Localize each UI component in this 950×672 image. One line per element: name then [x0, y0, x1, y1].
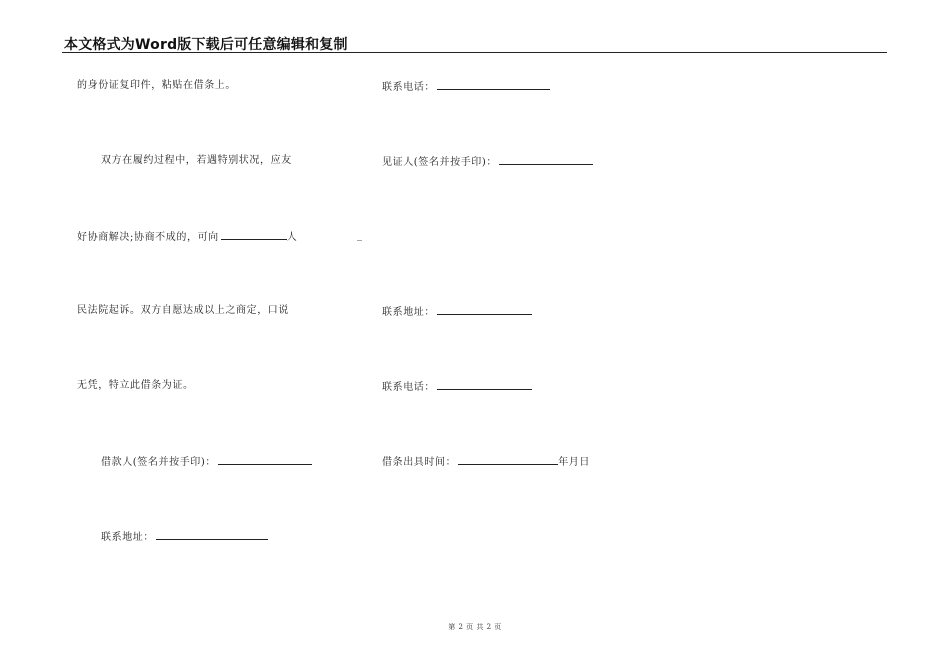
issue-date-blank[interactable] — [458, 454, 558, 465]
borrower-signature-line — [101, 454, 312, 470]
left-line-1: 的身份证复印件，粘贴在借条上。 — [77, 80, 236, 91]
phone-line-2 — [382, 379, 532, 395]
phone-blank-2[interactable] — [437, 379, 532, 390]
borrower-signature-blank[interactable] — [218, 454, 312, 465]
court-blank-field[interactable] — [221, 229, 287, 240]
borrower-signature-label: 借款人(签名并按手印)： — [101, 457, 217, 468]
address-blank-right[interactable] — [437, 304, 532, 315]
left-line-2: 双方在履约过程中，若遇特别状况，应友 — [101, 155, 292, 166]
witness-signature-blank[interactable] — [499, 154, 593, 165]
witness-signature-line — [382, 154, 593, 170]
document-header-title: 本文格式为Word版下载后可任意编辑和复制 — [64, 37, 348, 53]
page-number-footer: 第 2 页 共 2 页 — [448, 623, 502, 631]
phone-label-1: 联系电话： — [382, 82, 435, 93]
left-line-5: 无凭，特立此借条为证。 — [77, 380, 194, 391]
witness-signature-label: 见证人(签名并按手印)： — [382, 157, 498, 168]
phone-line-1 — [382, 79, 550, 95]
issue-date-suffix: 年月日 — [558, 457, 591, 468]
issue-date-label: 借条出具时间： — [382, 457, 457, 468]
borrower-address-label: 联系地址： — [101, 532, 154, 543]
header-divider — [62, 52, 887, 53]
address-label-right: 联系地址： — [382, 307, 435, 318]
left-line-3 — [77, 229, 297, 245]
phone-blank-1[interactable] — [437, 79, 550, 90]
borrower-address-line — [101, 529, 268, 545]
stray-underscore-mark: _ — [357, 230, 363, 241]
left-line-3-suffix: 人 — [286, 232, 298, 243]
left-line-4: 民法院起诉。双方自愿达成以上之商定，口说 — [77, 305, 289, 316]
issue-date-line — [382, 454, 590, 470]
left-line-3-text: 好协商解决;协商不成的，可向 — [77, 232, 219, 243]
borrower-address-blank[interactable] — [156, 529, 268, 540]
address-line-right — [382, 304, 532, 320]
phone-label-2: 联系电话： — [382, 382, 435, 393]
